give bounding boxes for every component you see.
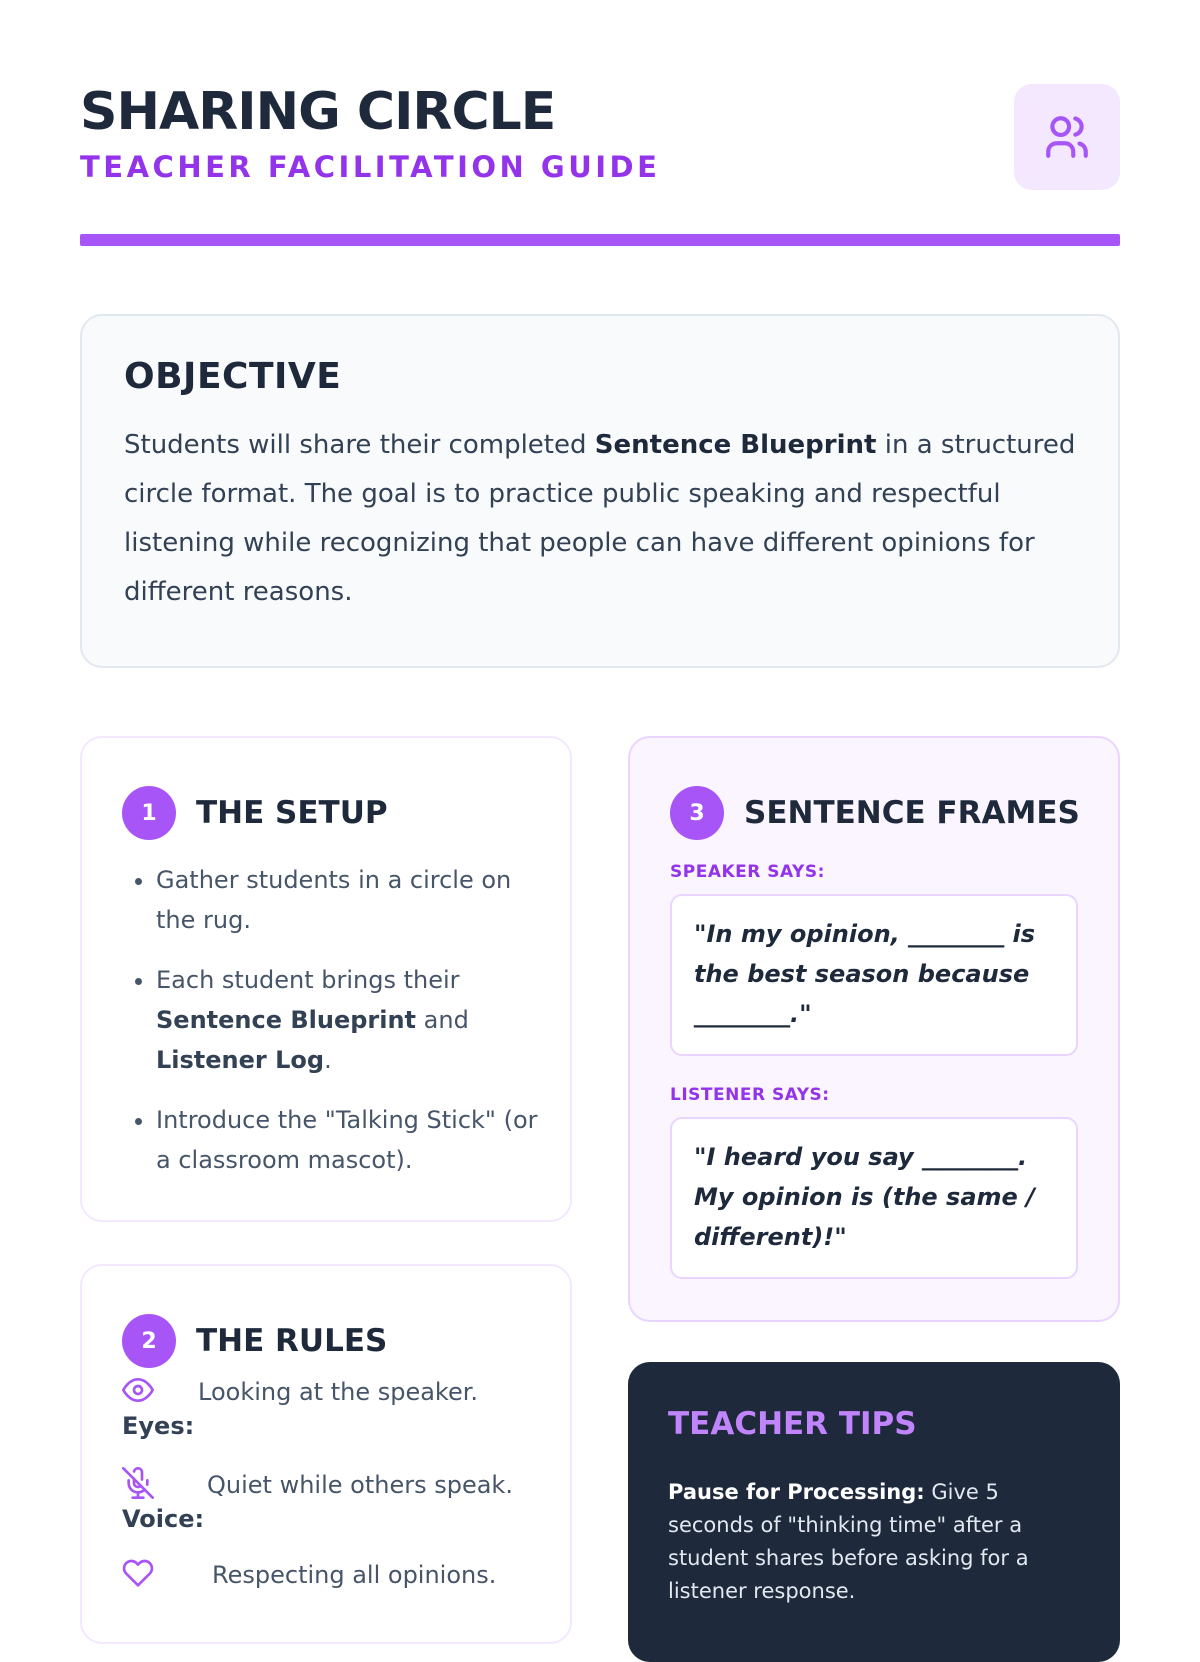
heart-icon xyxy=(122,1557,154,1589)
step-number-badge: 1 xyxy=(122,786,176,840)
list-item xyxy=(156,960,556,1080)
rule-text: Quiet while others speak. xyxy=(207,1471,513,1499)
list-item-bold: Listener Log xyxy=(156,1046,325,1074)
list-item-bold: Sentence Blueprint xyxy=(156,1006,417,1034)
tips-text-bold: Pause for Processing: xyxy=(668,1480,925,1504)
setup-card xyxy=(80,736,572,1222)
objective-heading: OBJECTIVE xyxy=(124,356,342,397)
setup-list xyxy=(122,860,556,1200)
rules-header xyxy=(122,1314,387,1368)
eye-icon xyxy=(122,1374,154,1406)
rule-text: Respecting all opinions. xyxy=(212,1561,497,1589)
listener-label: LISTENER SAYS: xyxy=(670,1085,830,1105)
tips-text xyxy=(668,1476,1080,1608)
guide-page xyxy=(80,0,1120,1603)
objective-text-bold: Sentence Blueprint xyxy=(594,430,877,460)
list-item-text: Each student brings their xyxy=(156,966,460,994)
setup-title: THE SETUP xyxy=(196,795,388,831)
setup-header xyxy=(122,786,388,840)
rule-text: Looking at the speaker. xyxy=(198,1378,479,1406)
rule-label: Eyes: xyxy=(122,1412,195,1440)
rules-card xyxy=(80,1264,572,1644)
mic-off-icon xyxy=(122,1467,154,1499)
tips-card xyxy=(628,1362,1120,1662)
objective-text-part: in a structured circle format. The goal is to practice public speaking and respectful listening while recognizing that people can have different opinions for different reasons. xyxy=(124,430,1076,607)
frames-title: SENTENCE FRAMES xyxy=(744,795,1080,831)
list-item-text: and xyxy=(416,1006,469,1034)
page-title: SHARING CIRCLE xyxy=(80,82,556,142)
step-number-badge: 2 xyxy=(122,1314,176,1368)
list-item-text: . xyxy=(324,1046,332,1074)
speaker-frame: "In my opinion, ________ is the best season because ________." xyxy=(670,894,1078,1056)
header-divider xyxy=(80,234,1120,246)
listener-frame: "I heard you say ________. My opinion is (the same / different)!" xyxy=(670,1117,1078,1279)
objective-card xyxy=(80,314,1120,668)
tips-title: TEACHER TIPS xyxy=(668,1406,917,1442)
rule-label: Voice: xyxy=(122,1505,205,1533)
rules-title: THE RULES xyxy=(196,1323,388,1359)
speaker-label: SPEAKER SAYS: xyxy=(670,862,825,882)
tips-text-body: Give 5 seconds of "thinking time" after a student shares before asking for a listener response. xyxy=(668,1480,1029,1603)
users-icon xyxy=(1042,112,1092,162)
page-subtitle: TEACHER FACILITATION GUIDE xyxy=(80,150,661,184)
objective-text-part: Students will share their completed xyxy=(124,430,595,460)
objective-text xyxy=(124,421,1076,617)
step-number-badge: 3 xyxy=(670,786,724,840)
frames-card xyxy=(628,736,1120,1322)
header-icon-tile xyxy=(1014,84,1120,190)
list-item: • Gather students in a circle on the rug. xyxy=(156,860,556,940)
frames-header xyxy=(670,786,1080,840)
list-item: • Introduce the "Talking Stick" (or a classroom mascot). xyxy=(156,1100,556,1180)
